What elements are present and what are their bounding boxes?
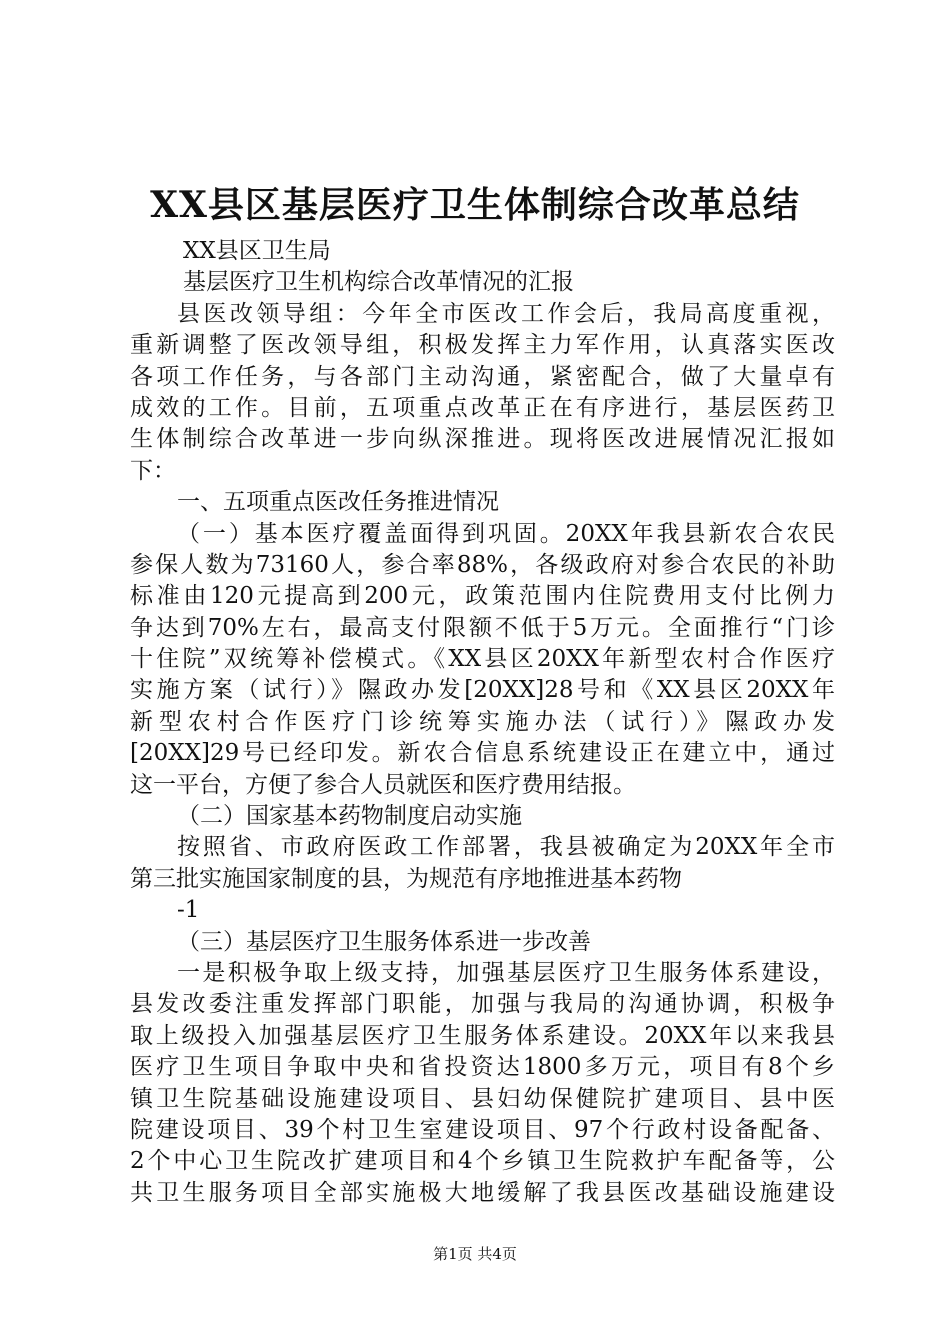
text-line: 县发改委注重发挥部门职能，加强与我局的沟通协调，积极争 — [130, 991, 835, 1018]
text-line: 下： — [130, 457, 176, 484]
text-line: 院建设项目、39个村卫生室建设项目、97个行政村设备配备、 — [130, 1116, 835, 1143]
text-line: 一是积极争取上级支持，加强基层医疗卫生服务体系建设， — [177, 959, 835, 986]
text-line: 生体制综合改革进一步向纵深推进。现将医改进展情况汇报如 — [130, 426, 835, 453]
text-line: 成效的工作。目前，五项重点改革正在有序进行，基层医药卫 — [130, 394, 835, 421]
text-line: 参保人数为73160人，参合率88%，各级政府对参合农民的补助 — [130, 551, 835, 578]
text-line: [20XX]29号已经印发。新农合信息系统建设正在建立中，通过 — [130, 740, 835, 767]
text-line: 按照省、市政府医政工作部署，我县被确定为20XX年全市 — [177, 834, 835, 861]
text-line: 2个中心卫生院改扩建项目和4个乡镇卫生院救护车配备等，公 — [130, 1148, 835, 1175]
text-line: 新型农村合作医疗门诊统筹实施办法（试行）》隰政办发 — [130, 708, 835, 735]
text-line: 各项工作任务，与各部门主动沟通，紧密配合，做了大量卓有 — [130, 363, 835, 390]
text-line: 这一平台，方便了参合人员就医和医疗费用结报。 — [130, 771, 636, 798]
text-line: 第三批实施国家制度的县，为规范有序地推进基本药物 — [130, 865, 682, 892]
text-line: 争达到70%左右，最高支付限额不低于5万元。全面推行“门诊 — [130, 614, 835, 641]
text-line: 实施方案（试行）》隰政办发[20XX]28号和《XX县区20XX年 — [130, 677, 835, 704]
text-line: （二）国家基本药物制度启动实施 — [177, 803, 522, 830]
text-line: 基层医疗卫生机构综合改革情况的汇报 — [183, 269, 574, 296]
text-line: 一、五项重点医改任务推进情况 — [177, 489, 499, 516]
page-footer: 第1页 共4页 — [433, 1245, 517, 1263]
text-line: XX县区卫生局 — [183, 238, 331, 264]
text-line: （三）基层医疗卫生服务体系进一步改善 — [177, 928, 591, 955]
text-line: （一）基本医疗覆盖面得到巩固。20XX年我县新农合农民 — [177, 520, 835, 547]
text-line: 镇卫生院基础设施建设项目、县妇幼保健院扩建项目、县中医 — [130, 1085, 835, 1112]
text-line: 县医改领导组：今年全市医改工作会后，我局高度重视， — [177, 300, 835, 327]
document-title: XX县区基层医疗卫生体制综合改革总结 — [150, 184, 800, 226]
text-line: -1 — [177, 897, 200, 924]
text-line: 标准由120元提高到200元，政策范围内住院费用支付比例力 — [130, 583, 835, 610]
text-line: 医疗卫生项目争取中央和省投资达1800多万元，项目有8个乡 — [130, 1054, 835, 1081]
text-line: 共卫生服务项目全部实施极大地缓解了我县医改基础设施建设 — [130, 1179, 835, 1206]
document-body — [130, 236, 835, 1209]
text-line: 十住院”双统筹补偿模式。《XX县区20XX年新型农村合作医疗 — [130, 646, 835, 673]
text-line: 取上级投入加强基层医疗卫生服务体系建设。20XX年以来我县 — [130, 1022, 835, 1049]
text-line: 重新调整了医改领导组，积极发挥主力军作用，认真落实医改 — [130, 332, 835, 359]
